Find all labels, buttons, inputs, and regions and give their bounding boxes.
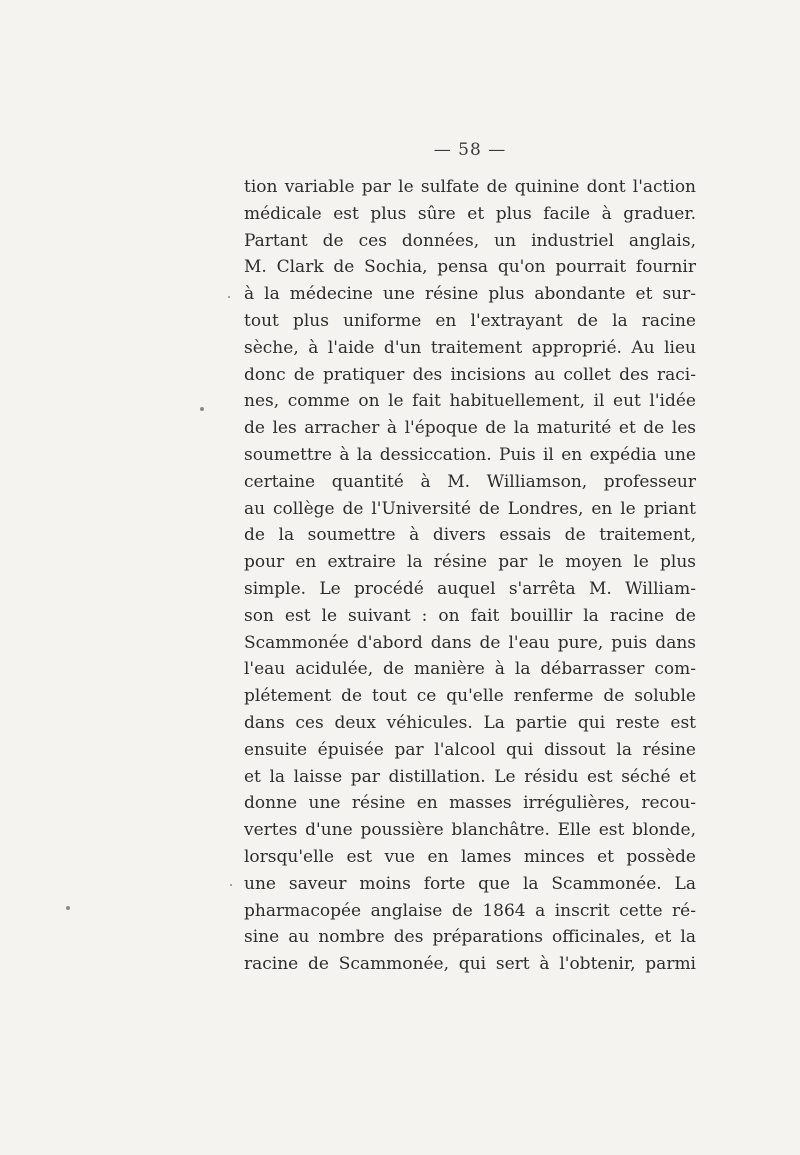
text-line: tion variable par le sulfate de quinine dont l'action: [244, 177, 696, 197]
text-line: Partant de ces données, un industriel anglais,: [244, 230, 696, 251]
text-line: de la soumettre à divers essais de traitement,: [244, 525, 696, 546]
text-line: dans ces deux véhicules. La partie qui reste est: [244, 712, 696, 733]
page-number: — 58 —: [433, 140, 507, 160]
text-line: racine de Scammonée, qui sert à l'obtenir, parmi: [244, 954, 696, 975]
text-line: plétement de tout ce qu'elle renferme de soluble: [244, 686, 696, 707]
text-line: donne une résine en masses irrégulières, recou-: [244, 793, 696, 814]
text-line: sèche, à l'aide d'un traitement approprié. Au lieu: [244, 337, 696, 358]
paper-speck: [66, 906, 70, 910]
text-line: à la médecine une résine plus abondante et sur-: [244, 284, 696, 305]
text-line: M. Clark de Sochia, pensa qu'on pourrait fournir: [244, 257, 696, 278]
text-line: vertes d'une poussière blanchâtre. Elle est blonde,: [244, 820, 696, 841]
text-line: une saveur moins forte que la Scammonée. La: [244, 873, 696, 894]
paper-speck: [200, 407, 204, 411]
text-line: son est le suivant : on fait bouillir la racine de: [244, 605, 696, 626]
text-line: de les arracher à l'époque de la maturité et de les: [244, 418, 696, 439]
text-line: pour en extraire la résine par le moyen le plus: [244, 552, 696, 573]
text-line: l'eau acidulée, de manière à la débarrasser com-: [244, 659, 696, 680]
text-line: certaine quantité à M. Williamson, professeur: [244, 471, 696, 492]
text-line: pharmacopée anglaise de 1864 a inscrit cette ré-: [244, 900, 696, 921]
text-line: donc de pratiquer des incisions au collet des raci-: [244, 364, 696, 385]
text-line: sine au nombre des préparations officinales, et la: [244, 927, 696, 948]
text-line: nes, comme on le fait habituellement, il eut l'idée: [244, 391, 696, 412]
paper-speck: [228, 296, 230, 298]
text-line: tout plus uniforme en l'extrayant de la racine: [244, 310, 696, 331]
text-line: soumettre à la dessiccation. Puis il en expédia une: [244, 444, 696, 465]
text-line: lorsqu'elle est vue en lames minces et possède: [244, 846, 696, 867]
body-text: [244, 174, 696, 978]
text-line: simple. Le procédé auquel s'arrêta M. William-: [244, 578, 696, 599]
text-line: au collège de l'Université de Londres, en le priant: [244, 498, 696, 519]
text-line: Scammonée d'abord dans de l'eau pure, puis dans: [244, 632, 696, 653]
paper-speck: [230, 884, 232, 886]
text-line: médicale est plus sûre et plus facile à graduer.: [244, 203, 696, 224]
text-line: et la laisse par distillation. Le résidu est séché et: [244, 766, 696, 787]
text-line: ensuite épuisée par l'alcool qui dissout la résine: [244, 739, 696, 760]
